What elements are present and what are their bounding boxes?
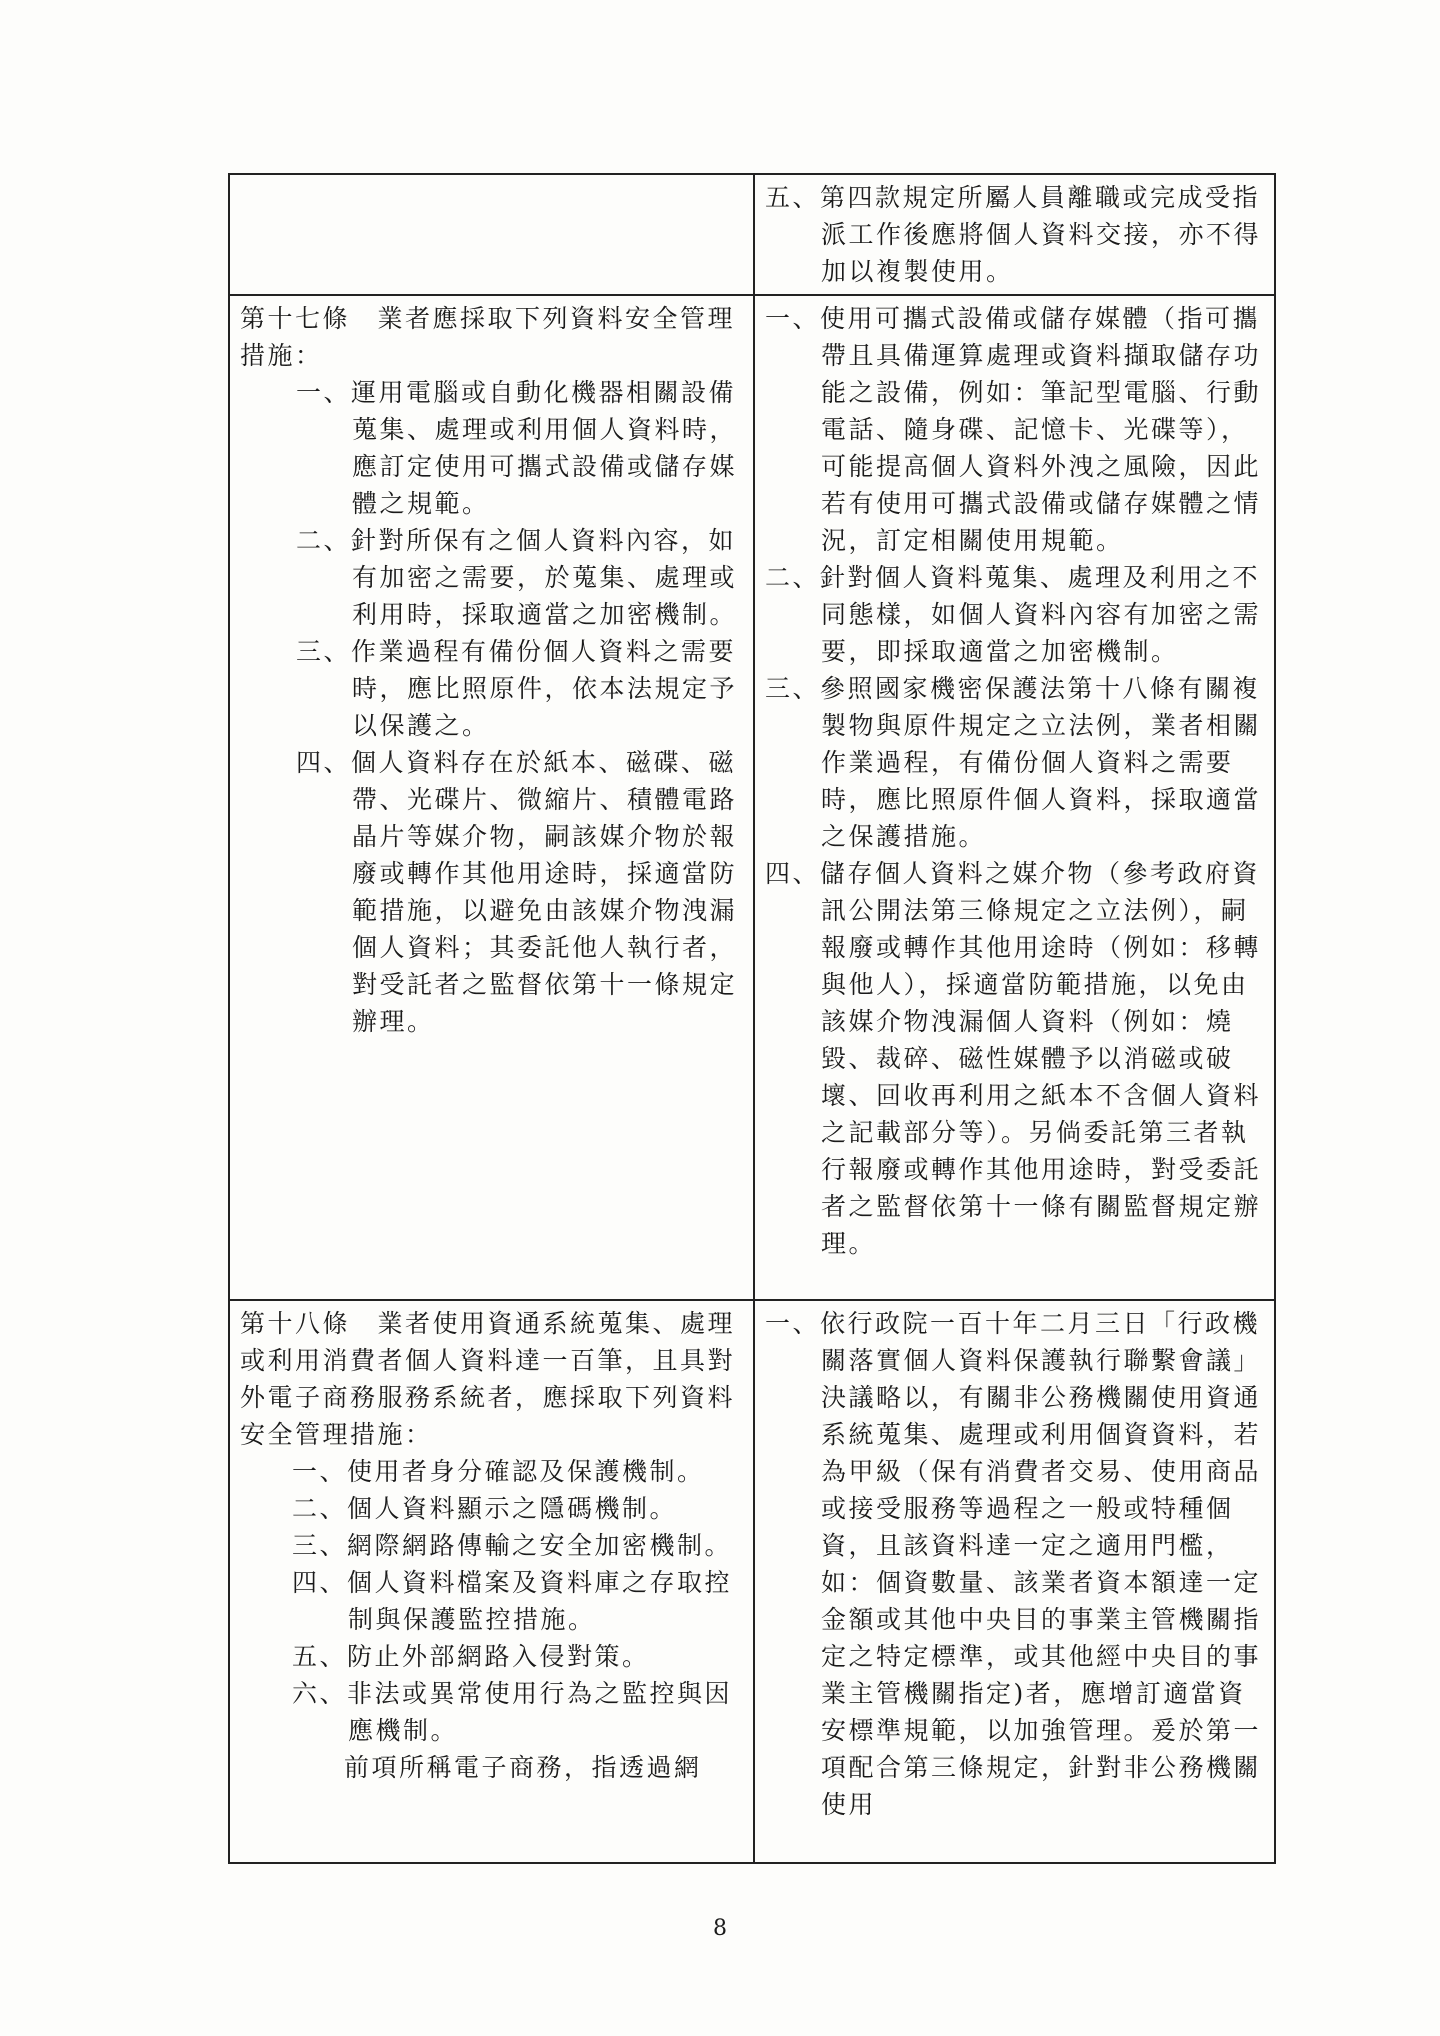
page-number: 8 <box>713 1916 727 1941</box>
explanation-item: 一、使用可攜式設備或儲存媒體（指可攜帶且具備運算處理或資料擷取儲存功能之設備，例如：筆記型電腦、行動電話、隨身碟、記憶卡、光碟等），可能提高個人資料外洩之風險，因此若有使用可攜式設備或儲存媒體之情況，訂定相關使用規範。 <box>765 304 1262 555</box>
article-item: 二、針對所保有之個人資料內容，如有加密之需要，於蒐集、處理或利用時，採取適當之加密機制。 <box>296 526 738 629</box>
article-item: 二、個人資料顯示之隱碼機制。 <box>292 1494 678 1523</box>
table-row <box>229 1300 1275 1863</box>
explanation-cell <box>754 174 1275 295</box>
article-item: 五、防止外部網路入侵對策。 <box>292 1642 650 1671</box>
explanation-cell <box>754 295 1275 1300</box>
explanation-item: 二、針對個人資料蒐集、處理及利用之不同態樣，如個人資料內容有加密之需要，即採取適當之加密機制。 <box>765 563 1262 666</box>
article-item: 三、網際網路傳輸之安全加密機制。 <box>292 1531 733 1560</box>
article-cell <box>229 295 754 1300</box>
regulation-comparison-table <box>228 173 1276 1864</box>
article-heading: 第十八條 業者使用資通系統蒐集、處理或利用消費者個人資料達一百筆，且具對外電子商務服務系統者，應採取下列資料安全管理措施： <box>240 1309 736 1449</box>
article-item: 四、個人資料存在於紙本、磁碟、磁帶、光碟片、微縮片、積體電路晶片等媒介物，嗣該媒介物於報廢或轉作其他用途時，採適當防範措施，以避免由該媒介物洩漏個人資料；其委託他人執行者，對受託者之監督依第十一條規定辦理。 <box>296 748 738 1036</box>
explanation-cell <box>754 1300 1275 1863</box>
table-row <box>229 174 1275 295</box>
explanation-item: 一、依行政院一百十年二月三日「行政機關落實個人資料保護執行聯繫會議」決議略以，有關非公務機關使用資通系統蒐集、處理或利用個資資料，若為甲級（保有消費者交易、使用商品或接受服務等過程之一般或特種個資，且該資料達一定之適用門檻，如：個資數量、該業者資本額達一定金額或其他中央目的事業主管機關指定之特定標準，或其他經中央目的事業主管機關指定)者，應增訂適當資安標準規範，以加強管理。爰於第一項配合第三條規定，針對非公務機關使用 <box>765 1309 1262 1819</box>
article-item: 六、非法或異常使用行為之監控與因應機制。 <box>292 1679 733 1745</box>
table-row <box>229 295 1275 1300</box>
article-heading: 第十七條 業者應採取下列資料安全管理措施： <box>240 304 736 370</box>
article-item: 一、使用者身分確認及保護機制。 <box>292 1457 705 1486</box>
explanation-item: 五、第四款規定所屬人員離職或完成受指派工作後應將個人資料交接，亦不得加以複製使用。 <box>765 183 1262 286</box>
article-item: 一、運用電腦或自動化機器相關設備蒐集、處理或利用個人資料時，應訂定使用可攜式設備或儲存媒體之規範。 <box>296 378 738 518</box>
article-cell <box>229 1300 754 1863</box>
explanation-item: 三、參照國家機密保護法第十八條有關複製物與原件規定之立法例，業者相關作業過程，有備份個人資料之需要時，應比照原件個人資料，採取適當之保護措施。 <box>765 674 1262 851</box>
article-paragraph: 前項所稱電子商務，指透過網 <box>344 1753 702 1782</box>
explanation-item: 四、儲存個人資料之媒介物（參考政府資訊公開法第三條規定之立法例），嗣報廢或轉作其他用途時（例如：移轉與他人），採適當防範措施，以免由該媒介物洩漏個人資料（例如：燒毀、裁碎、磁性媒體予以消磁或破壞、回收再利用之紙本不含個人資料之記載部分等）。另倘委託第三者執行報廢或轉作其他用途時，對受委託者之監督依第十一條有關監督規定辦理。 <box>765 859 1262 1258</box>
article-item: 四、個人資料檔案及資料庫之存取控制與保護監控措施。 <box>292 1568 733 1634</box>
article-cell <box>229 174 754 295</box>
article-item: 三、作業過程有備份個人資料之需要時，應比照原件，依本法規定予以保護之。 <box>296 637 738 740</box>
